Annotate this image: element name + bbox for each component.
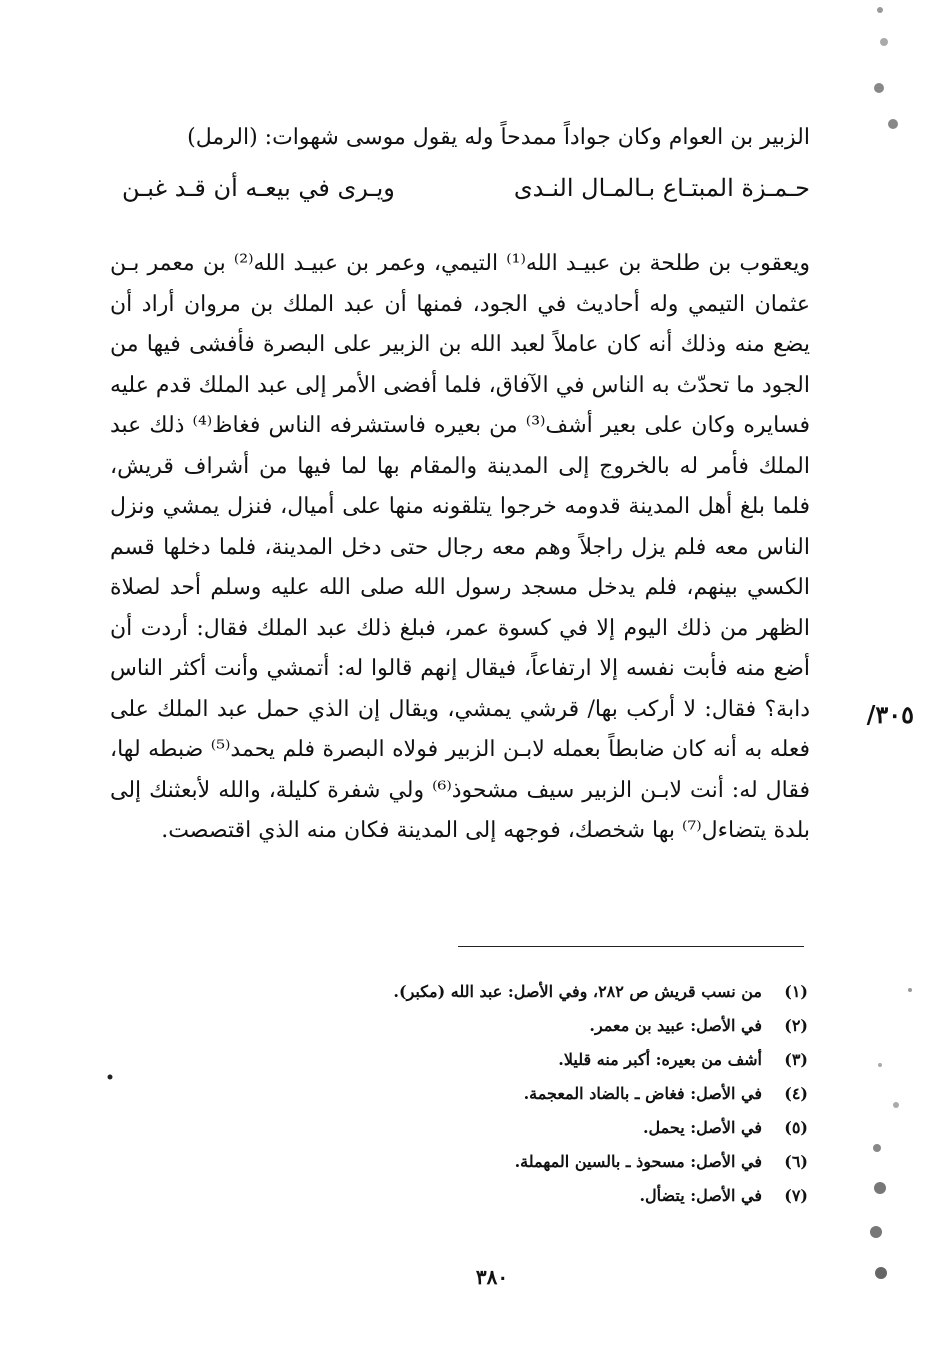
footnote-text: في الأصل: فغاض ـ بالضاد المعجمة. <box>523 1084 762 1103</box>
intro-line: الزبير بن العوام وكان جواداً ممدحاً وله يقول موسى شهوات: (الرمل) <box>187 125 810 150</box>
footnote-text: في الأصل: مسحوذ ـ بالسين المهملة. <box>514 1152 762 1171</box>
footnote-text: من نسب قريش ص ٢٨٢، وفي الأصل: عبد الله (مكبر). <box>393 982 762 1001</box>
footnote-number: (٤) <box>784 1084 808 1103</box>
footnote-text: في الأصل: يحمل. <box>642 1118 762 1137</box>
footnote-text: في الأصل: عبيد بن معمر. <box>589 1016 762 1035</box>
footnote-number: (٦) <box>784 1152 808 1171</box>
footnote <box>248 1179 808 1213</box>
footnote-number: (١) <box>784 982 808 1001</box>
footnote <box>248 975 808 1009</box>
footnote <box>248 1009 808 1043</box>
body-paragraph: ويعقوب بن طلحة بن عبيـد الله⁽¹⁾ التيمي، وعمر بن عبيـد الله⁽²⁾ بن معمر بـن عثمان التيمي وله أحاديث في الجود، فمنها أن عبد الملك بن مروان أراد أن يضع منه وذلك أنه كان عاملاً لعبد الله بن الزبير على البصرة فأفشى فيها من الجود ما تحدّث به الناس في الآفاق، فلما أفضى الأمر إلى عبد الملك قدم عليه فسايره وكان على بعير أشف⁽³⁾ من بعيره فاستشرفه الناس فغاظ⁽⁴⁾ ذلك عبد الملك فأمر له بالخروج إلى المدينة والمقام بها لما فيها من أشراف قريش، فلما بلغ أهل المدينة قدومه خرجوا يتلقونه منها على أميال، فنزل يمشي ونزل الناس معه فلم يزل راجلاً وهم معه رجال حتى دخل المدينة، فلما دخلها قسم الكسي بينهم، فلم يدخل مسجد رسول الله صلى الله عليه وسلم أحد لصلاة الظهر من ذلك اليوم إلا في كسوة عمر، فبلغ ذلك عبد الملك فقال: أردت أن أضع منه فأبت نفسه إلا ارتفاعاً، فيقال إنهم قالوا له: أتمشي وأنت أكثر الناس دابة؟ فقال: لا أركب بها/ قرشي يمشي، ويقال إن الذي حمل عبد الملك على فعله به أنه كان ضابطاً بعمله لابـن الزبير فولاه البصرة فلم يحمد⁽⁵⁾ ضبطه لها، فقال له: أنت لابـن الزبير سيف مشحوذ⁽⁶⁾ ولي شفرة كليلة، والله لأبعثنك إلى بلدة يتضاءل⁽⁷⁾ بها شخصك، فوجهه إلى المدينة فكان منه الذي اقتصصت. <box>110 251 811 843</box>
footnote <box>248 1111 808 1145</box>
page-number: ٣٨٠ <box>475 1265 509 1289</box>
manuscript-folio-marker: ٣٠٥/ <box>866 700 914 729</box>
footnote-text: في الأصل: يتضأل. <box>639 1186 762 1205</box>
footnote-number: (٢) <box>784 1016 808 1035</box>
footnote-number: (٥) <box>784 1118 808 1137</box>
footnote-divider <box>458 946 804 947</box>
footnote <box>248 1077 808 1111</box>
footnote-text: أشف من بعيره: أكبر منه قليلا. <box>558 1050 762 1069</box>
poetry-verse <box>110 170 810 214</box>
footnote <box>248 1145 808 1179</box>
footnote <box>248 1043 808 1077</box>
footnote-number: (٧) <box>784 1186 808 1205</box>
footnotes-list <box>248 975 808 1213</box>
verse-second-hemistich: ويـرى في بيعـه أن قـد غبـن <box>122 174 395 202</box>
footnote-number: (٣) <box>784 1050 808 1069</box>
verse-first-hemistich: حـمـزة المبتـاع بـالمـال النـدى <box>513 174 810 202</box>
